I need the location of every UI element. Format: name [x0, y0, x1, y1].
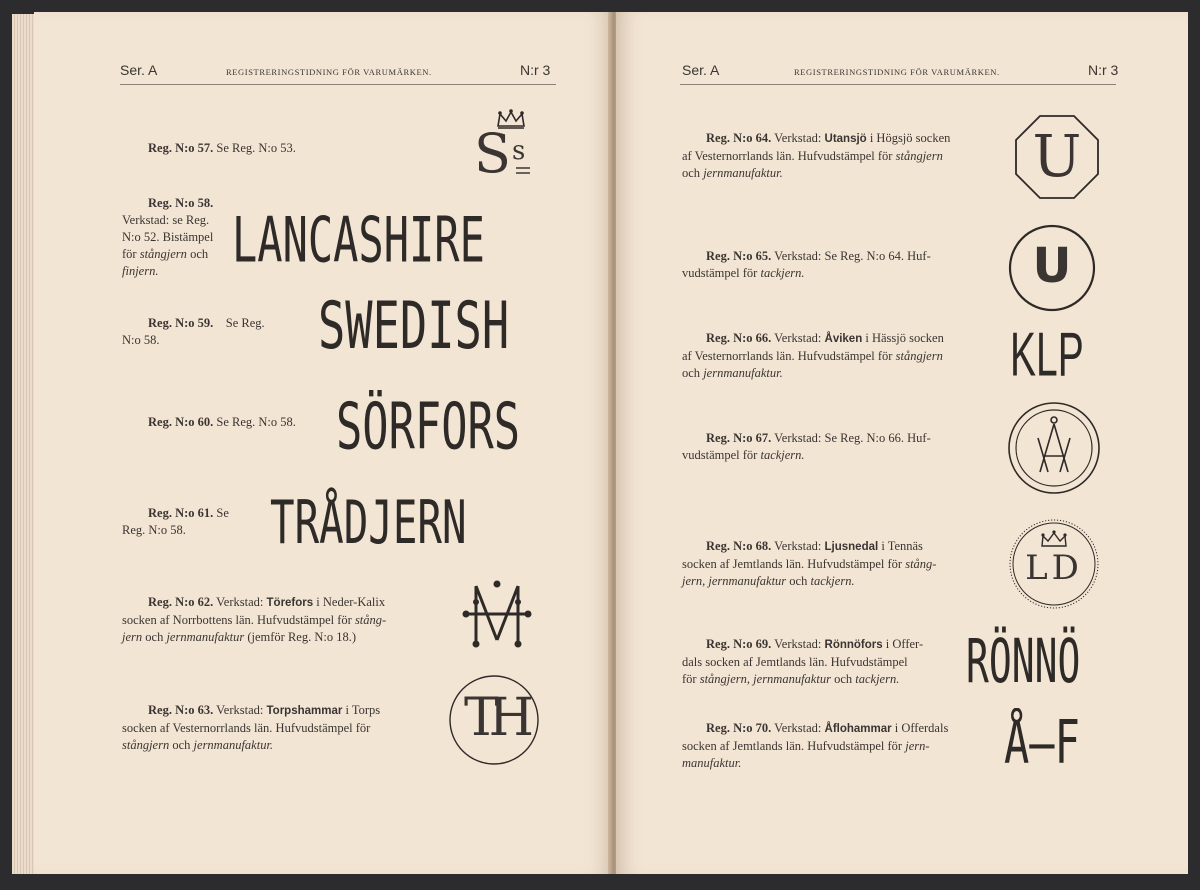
mark-63-th	[448, 674, 540, 766]
mark-58-lancashire: LANCASHIRE	[232, 204, 485, 277]
entry-60: Reg. N:o 60. Se Reg. N:o 58.	[148, 415, 296, 429]
mark-57-letter-small: s	[512, 136, 526, 166]
entry-68: Reg. N:o 68. Verkstad: Ljusnedal i Tennäs socken af Jemtlands län. Hufvudstämpel för stång- jern, jernmanufaktur och tackjern.	[682, 539, 937, 588]
header-rule	[120, 84, 556, 85]
entry-63: Reg. N:o 63. Verkstad: Torpshammar i Torps socken af Vesternorrlands län. Hufvudstämpel för stångjern och jernmanufaktur.	[122, 703, 381, 752]
mark-59-swedish: SWEDISH	[318, 288, 510, 364]
mark-65-letter: U	[1032, 238, 1072, 294]
mark-65-u-circle	[1008, 224, 1096, 312]
entry-66: Reg. N:o 66. Verkstad: Åviken i Hässjö socken af Vesternorrlands län. Hufvudstämpel för stångjern och jernmanufaktur.	[682, 331, 944, 380]
mark-67-emblem	[1006, 400, 1102, 501]
issue-number: N:r 3	[520, 62, 551, 78]
mark-66-klp: KLP	[1010, 319, 1084, 390]
mark-57-letter-big: S	[474, 122, 511, 185]
entry-61: Reg. N:o 61. Se Reg. N:o 58.	[122, 506, 229, 537]
entry-64: Reg. N:o 64. Verkstad: Utansjö i Högsjö socken af Vesternorrlands län. Hufvudstämpel för stångjern och jernmanufaktur.	[682, 131, 951, 180]
right-header	[682, 62, 1132, 80]
left-header	[120, 62, 580, 80]
mark-69-ronno: RÖNNÖ	[966, 626, 1081, 697]
header-rule	[680, 84, 1116, 85]
mark-68-ld	[1008, 518, 1100, 610]
issue-number: N:r 3	[1088, 62, 1119, 78]
entry-69: Reg. N:o 69. Verkstad: Rönnöfors i Offer- dals socken af Jemtlands län. Hufvudstämpel för stångjern, jernmanufaktur och tackjern.	[682, 637, 924, 686]
series-label: Ser. A	[682, 62, 720, 78]
entry-67: Reg. N:o 67. Verkstad: Se Reg. N:o 66. Huf- vudstämpel för tackjern.	[682, 431, 931, 462]
mark-60-sorfors: SÖRFORS	[336, 390, 521, 465]
mark-70-a-f: Å–F	[1004, 708, 1080, 778]
open-book	[12, 10, 1188, 878]
mark-64-u-octagon	[1014, 114, 1100, 200]
running-title: REGISTRERINGSTIDNING FÖR VARUMÄRKEN.	[226, 67, 432, 77]
mark-64-letter: U	[1032, 122, 1082, 190]
left-page	[34, 12, 612, 874]
entry-70: Reg. N:o 70. Verkstad: Åflohammar i Offerdals socken af Jemtlands län. Hufvudstämpel för jern- manufaktur.	[682, 721, 949, 770]
entry-65: Reg. N:o 65. Verkstad: Se Reg. N:o 64. Huf- vudstämpel för tackjern.	[682, 249, 931, 280]
mark-68-letters: LD	[1025, 548, 1083, 588]
series-label: Ser. A	[120, 62, 158, 78]
entry-58: Reg. N:o 58. Verkstad: se Reg. N:o 52. Bistämpel för stångjern och finjern.	[122, 196, 214, 278]
entry-59: Reg. N:o 59. Se Reg. N:o 58.	[122, 316, 265, 347]
monogram-mh-icon	[462, 578, 532, 650]
aw-monogram-icon	[1006, 400, 1102, 496]
mark-57	[464, 106, 544, 186]
mark-61-tradjern: TRÅDJERN	[270, 488, 467, 558]
entry-62: Reg. N:o 62. Verkstad: Törefors i Neder-Kalix socken af Norrbottens län. Hufvudstämpel för stång- jern och jernmanufaktur (jemför Reg. N:o 18.)	[122, 595, 387, 644]
mark-62-monogram	[462, 578, 532, 655]
running-title: REGISTRERINGSTIDNING FÖR VARUMÄRKEN.	[794, 67, 1000, 77]
entry-57: Reg. N:o 57. Se Reg. N:o 53.	[148, 141, 296, 155]
right-page	[616, 12, 1188, 874]
mark-63-letters: TH	[463, 688, 525, 748]
